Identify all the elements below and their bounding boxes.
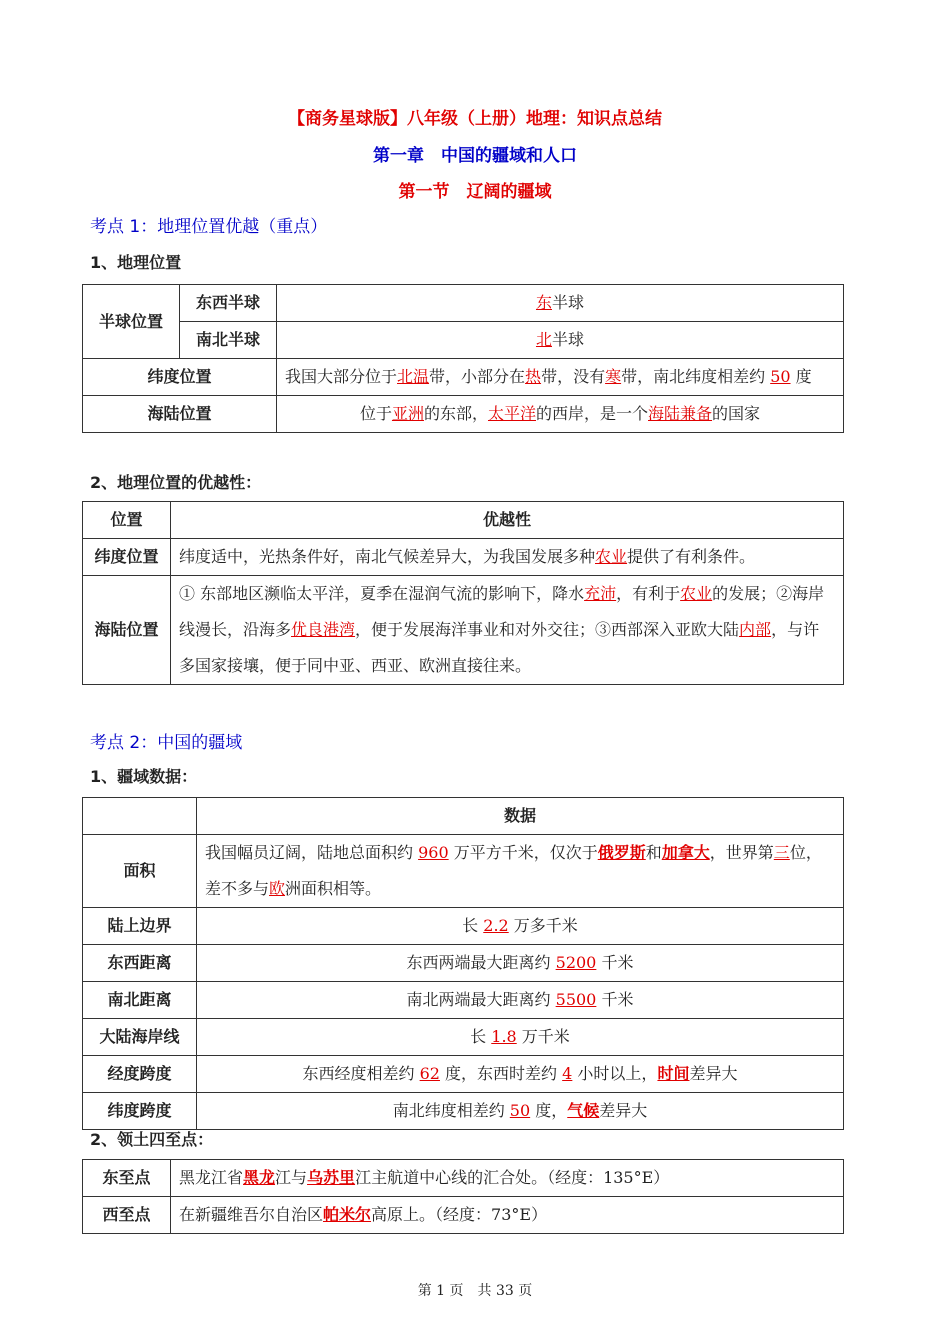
table-row — [83, 1056, 844, 1093]
table-row — [83, 576, 844, 685]
lat-row-label: 纬度位置 — [83, 539, 171, 576]
table-row — [83, 982, 844, 1019]
ns-distance-label: 南北距离 — [83, 982, 197, 1019]
east-point-label: 东至点 — [83, 1160, 171, 1197]
table-row — [83, 835, 844, 908]
west-point-value: 在新疆维吾尔自治区帕米尔高原上。（经度：73°E） — [171, 1197, 844, 1234]
table-row — [83, 798, 844, 835]
ew-distance-value: 东西两端最大距离约 5200 千米 — [197, 945, 844, 982]
kaodian-2: 考点 2：中国的疆域 — [90, 733, 243, 753]
table-row — [83, 1019, 844, 1056]
extremes-table — [82, 1159, 844, 1234]
ew-distance-label: 东西距离 — [83, 945, 197, 982]
subheading-territory: 1、疆域数据： — [90, 767, 198, 786]
page-footer: 第 1 页 共 33 页 — [417, 1283, 533, 1299]
table-row — [83, 396, 844, 433]
col-header-advantage: 优越性 — [171, 502, 844, 539]
table-row — [83, 502, 844, 539]
sea-value: 位于亚洲的东部，太平洋的西岸，是一个海陆兼备的国家 — [277, 396, 844, 433]
territory-table — [82, 797, 844, 1130]
table-row — [83, 285, 844, 322]
area-label: 面积 — [83, 835, 197, 908]
lat-value: 我国大部分位于北温带，小部分在热带，没有寒带，南北纬度相差约 50 度 — [277, 359, 844, 396]
ns-distance-value: 南北两端最大距离约 5500 千米 — [197, 982, 844, 1019]
col-header-data: 数据 — [197, 798, 844, 835]
table-row — [83, 539, 844, 576]
lon-span-value: 东西经度相差约 62 度，东西时差约 4 小时以上，时间差异大 — [197, 1056, 844, 1093]
section-title: 第一节 辽阔的疆域 — [398, 182, 552, 202]
ew-label: 东西半球 — [180, 285, 277, 322]
lon-span-label: 经度跨度 — [83, 1056, 197, 1093]
east-point-value: 黑龙江省黑龙江与乌苏里江主航道中心线的汇合处。（经度：135°E） — [171, 1160, 844, 1197]
empty-header-cell — [83, 798, 197, 835]
coastline-value: 长 1.8 万千米 — [197, 1019, 844, 1056]
ns-label: 南北半球 — [180, 322, 277, 359]
chapter-title: 第一章 中国的疆域和人口 — [373, 146, 577, 166]
table-row — [83, 359, 844, 396]
lat-span-value: 南北纬度相差约 50 度，气候差异大 — [197, 1093, 844, 1130]
lat-span-label: 纬度跨度 — [83, 1093, 197, 1130]
subheading-advantage: 2、地理位置的优越性： — [90, 473, 262, 492]
table-row — [83, 322, 844, 359]
sea-row-label: 海陆位置 — [83, 576, 171, 685]
coastline-label: 大陆海岸线 — [83, 1019, 197, 1056]
col-header-position: 位置 — [83, 502, 171, 539]
ew-value: 东半球 — [277, 285, 844, 322]
lat-label: 纬度位置 — [83, 359, 277, 396]
land-border-value: 长 2.2 万多千米 — [197, 908, 844, 945]
subheading-extremes: 2、领土四至点： — [90, 1130, 214, 1149]
sea-label: 海陆位置 — [83, 396, 277, 433]
doc-title: 【商务星球版】八年级（上册）地理：知识点总结 — [288, 109, 662, 129]
table-row — [83, 1197, 844, 1234]
land-border-label: 陆上边界 — [83, 908, 197, 945]
hemisphere-label: 半球位置 — [83, 285, 180, 359]
advantage-table — [82, 501, 844, 685]
location-table — [82, 284, 844, 433]
table-row — [83, 908, 844, 945]
table-row — [83, 945, 844, 982]
kaodian-1: 考点 1：地理位置优越（重点） — [90, 217, 328, 237]
lat-row-value: 纬度适中，光热条件好，南北气候差异大，为我国发展多种农业提供了有利条件。 — [171, 539, 844, 576]
sea-row-value: ① 东部地区濒临太平洋，夏季在湿润气流的影响下，降水充沛，有利于农业的发展；②海岸线漫长，沿海多优良港湾，便于发展海洋事业和对外交往；③西部深入亚欧大陆内部，与许多国家接壤，便于同中亚、西亚、欧洲直接往来。 — [171, 576, 844, 685]
area-value: 我国幅员辽阔，陆地总面积约 960 万平方千米，仅次于俄罗斯和加拿大，世界第三位，差不多与欧洲面积相等。 — [197, 835, 844, 908]
west-point-label: 西至点 — [83, 1197, 171, 1234]
table-row — [83, 1093, 844, 1130]
subheading-location: 1、地理位置 — [90, 253, 182, 272]
ns-value: 北半球 — [277, 322, 844, 359]
table-row — [83, 1160, 844, 1197]
